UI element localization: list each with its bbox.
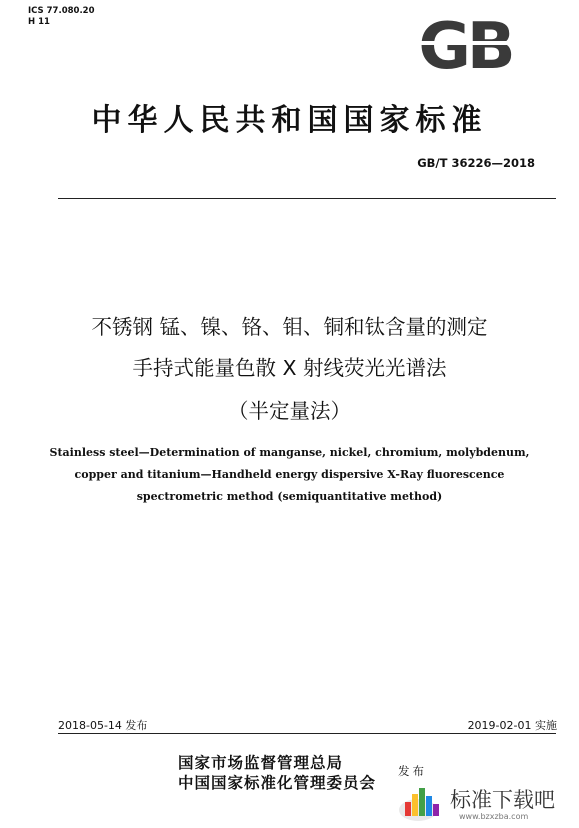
title-cn-line1: 不锈钢 锰、镍、铬、钼、铜和钛含量的测定	[91, 315, 488, 339]
watermark-text: 标准下载吧	[450, 788, 555, 812]
top-divider	[58, 198, 556, 199]
classification-codes	[28, 6, 95, 28]
gb-logo-icon	[405, 12, 525, 74]
issue-date: 2018-05-14 发布	[58, 719, 148, 732]
bottom-divider	[58, 733, 556, 734]
title-cn-line3: （半定量法）	[228, 399, 351, 423]
gb-logo-text: GB	[418, 12, 512, 74]
title-en-line3: spectrometric method (semiquantitative method)	[136, 490, 443, 503]
issuer-line1: 国家市场监督管理总局	[178, 753, 344, 772]
standard-code: GB/T 36226—2018	[417, 156, 535, 170]
implement-date: 2019-02-01 实施	[467, 719, 557, 732]
title-en-line2: copper and titanium—Handheld energy dispersive X-Ray fluorescence	[74, 468, 505, 481]
watermark-url: www.bzxzba.com	[459, 812, 529, 821]
issue-word: 发布	[398, 764, 427, 778]
title-cn-line2: 手持式能量色散 X 射线荧光光谱法	[132, 356, 447, 380]
standard-name: 中华人民共和国国家标准	[91, 103, 488, 138]
ics-code: ICS 77.080.20	[28, 6, 95, 16]
ccs-code: H 11	[28, 17, 50, 27]
title-en-line1: Stainless steel—Determination of manganse, nickel, chromium, molybdenum,	[49, 446, 530, 459]
issuer-line2: 中国国家标准化管理委员会	[178, 773, 377, 792]
colorful-bars-logo-icon	[398, 780, 446, 822]
